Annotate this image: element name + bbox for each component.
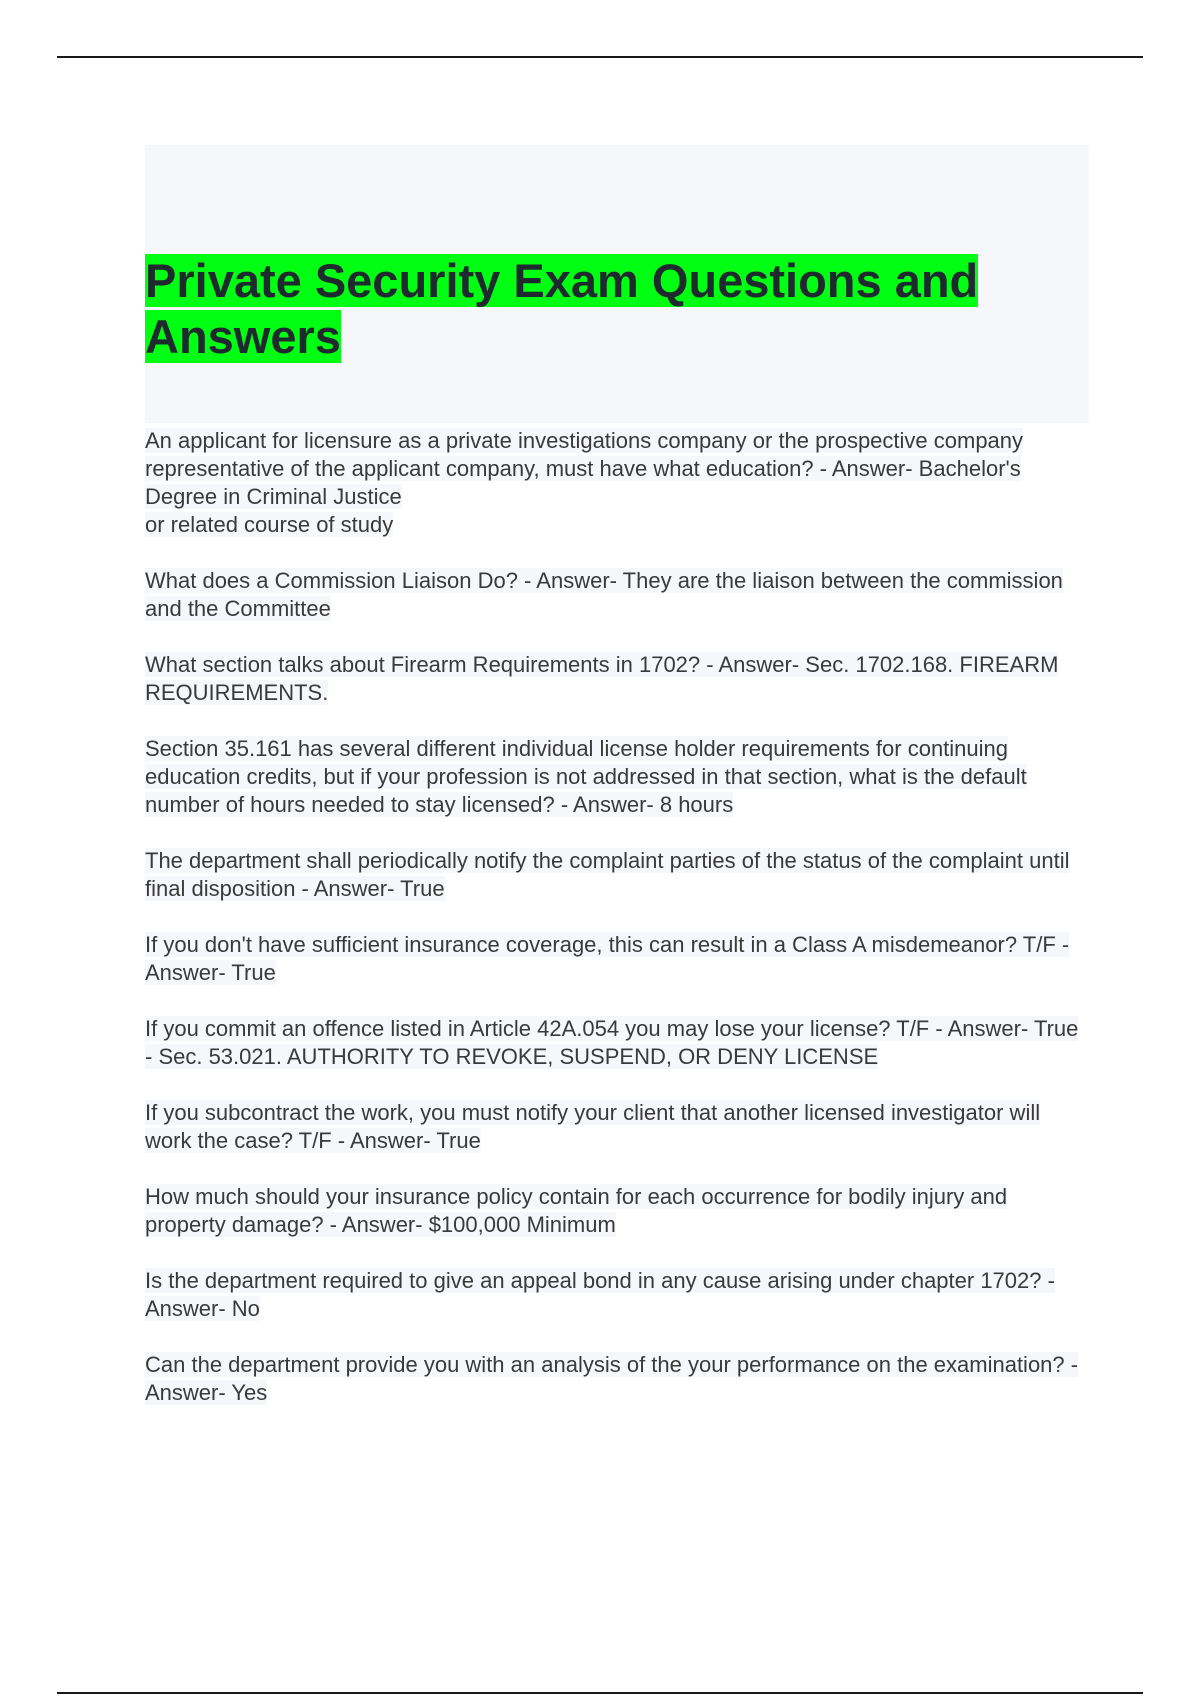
qa-item-text: Can the department provide you with an analysis of the your performance on the examination? - Answer- Yes <box>145 1352 1079 1405</box>
qa-item <box>145 1267 1089 1323</box>
qa-item <box>145 1351 1089 1407</box>
qa-item <box>145 567 1089 623</box>
page-title <box>145 253 1025 365</box>
document-body <box>145 145 1089 1435</box>
qa-item <box>145 651 1089 707</box>
page-title-text: Private Security Exam Questions and Answers <box>145 254 979 363</box>
qa-item <box>145 1015 1089 1071</box>
qa-item-text: The department shall periodically notify the complaint parties of the status of the complaint until final disposition - Answer- True <box>145 848 1070 901</box>
qa-item <box>145 735 1089 819</box>
qa-item <box>145 1099 1089 1155</box>
qa-item <box>145 427 1089 539</box>
qa-item-text: Is the department required to give an appeal bond in any cause arising under chapter 1702? - Answer- No <box>145 1268 1055 1321</box>
qa-item-text: What section talks about Firearm Requirements in 1702? - Answer- Sec. 1702.168. FIREARM REQUIREMENTS. <box>145 652 1059 705</box>
qa-item-text: If you commit an offence listed in Article 42A.054 you may lose your license? T/F - Answer- True - Sec. 53.021. AUTHORITY TO REVOKE, SUSPEND, OR DENY LICENSE <box>145 1016 1079 1069</box>
footer-rule <box>57 1692 1143 1694</box>
qa-item <box>145 1183 1089 1239</box>
qa-item-text: What does a Commission Liaison Do? - Answer- They are the liaison between the commission and the Committee <box>145 568 1063 621</box>
title-block <box>145 145 1089 423</box>
qa-item-text: If you subcontract the work, you must notify your client that another licensed investigator will work the case? T/F - Answer- True <box>145 1100 1041 1153</box>
qa-item <box>145 931 1089 987</box>
header-rule <box>57 56 1143 58</box>
qa-item-text: If you don't have sufficient insurance coverage, this can result in a Class A misdemeanor? T/F - Answer- True <box>145 932 1070 985</box>
qa-item-text: Section 35.161 has several different individual license holder requirements for continuing education credits, but if your profession is not addressed in that section, what is the default number of hours needed to stay licensed? - Answer- 8 hours <box>145 736 1027 817</box>
qa-list <box>145 427 1089 1407</box>
qa-item <box>145 847 1089 903</box>
qa-item-text: How much should your insurance policy contain for each occurrence for bodily injury and property damage? - Answer- $100,000 Minimum <box>145 1184 1008 1237</box>
qa-item-text: An applicant for licensure as a private investigations company or the prospective company representative of the applicant company, must have what education? - Answer- Bachelor's Degree in Criminal Justice or related course of study <box>145 428 1024 537</box>
